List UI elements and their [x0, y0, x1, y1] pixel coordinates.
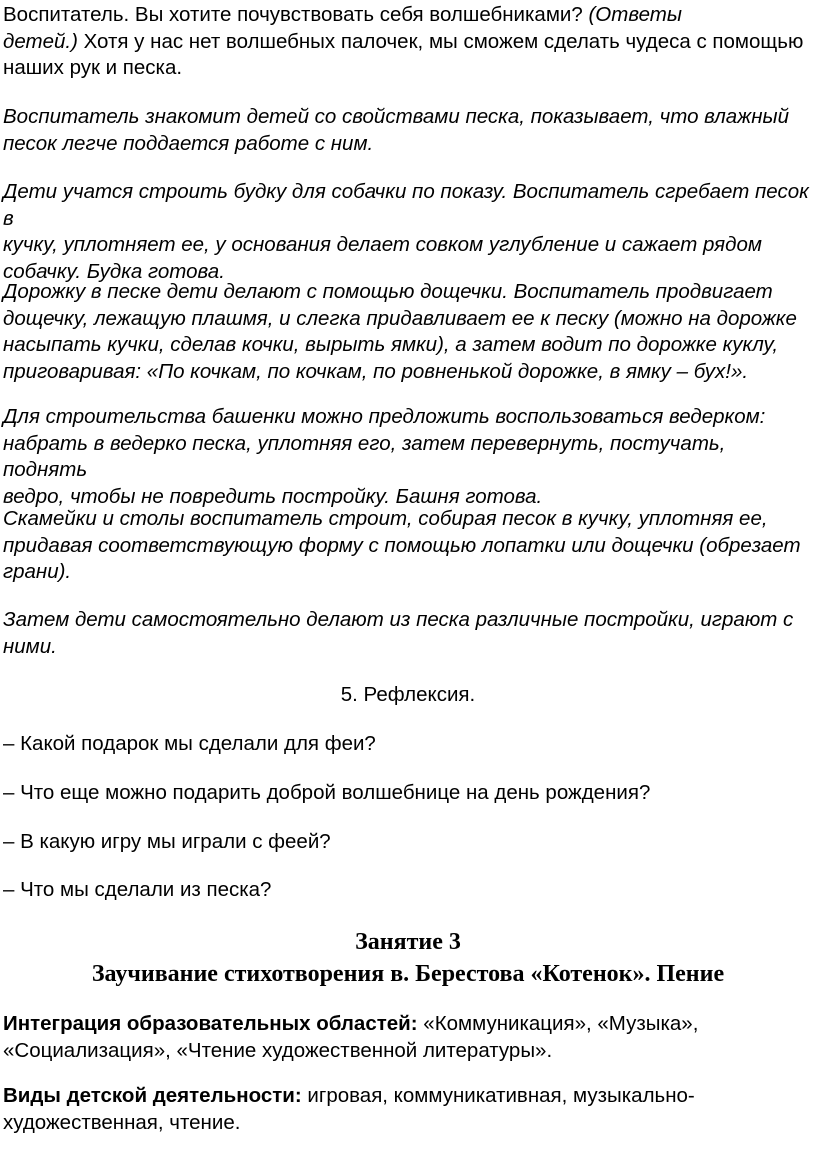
paragraph-line: Для строительства башенки можно предложить воспользоваться ведерком: [3, 405, 766, 428]
question-line: – Какой подарок мы сделали для феи? [3, 732, 376, 755]
integration-paragraph [3, 1011, 812, 1064]
intro-line-1-answer: (Ответы [588, 3, 682, 26]
italic-paragraph [3, 404, 812, 510]
paragraph-line: дощечку, лежащую плашмя, и слегка придавливает ее к песку (можно на дорожке [3, 306, 797, 330]
activities-value-2: художественная, чтение. [3, 1110, 241, 1134]
paragraph-line: придавая соответствующую форму с помощью лопатки или дощечки (обрезает [3, 533, 801, 557]
paragraph-line: Затем дети самостоятельно делают из песка различные постройки, играют с [3, 608, 794, 631]
lesson-title: Занятие 3 [355, 929, 461, 955]
paragraph-line: Дорожку в песке дети делают с помощью дощечки. Воспитатель продвигает [3, 280, 773, 303]
question-line: – Что еще можно подарить доброй волшебнице на день рождения? [3, 781, 651, 804]
paragraph-line: насыпать кучки, сделав кочки, вырыть ямки), а затем водит по дорожке куклу, [3, 333, 779, 356]
integration-line-1 [3, 1011, 812, 1038]
intro-line-2 [3, 29, 812, 56]
paragraph-line: ними. [3, 634, 57, 658]
activities-value-1: игровая, коммуникативная, музыкально- [301, 1084, 695, 1107]
italic-paragraph [3, 104, 812, 157]
paragraph-line: Скамейки и столы воспитатель строит, собирая песок в кучку, уплотняя ее, [3, 507, 768, 530]
question-line: – В какую игру мы играли с феей? [3, 830, 331, 853]
question-line: – Что мы сделали из песка? [3, 878, 272, 901]
integration-value-1: «Коммуникация», «Музыка», [417, 1012, 699, 1035]
paragraph-line: Дети учатся строить будку для собачки по показу. Воспитатель сгребает песок в [3, 180, 809, 230]
intro-line-1 [3, 2, 812, 29]
paragraph-line: грани). [3, 560, 72, 583]
activities-paragraph [3, 1083, 812, 1136]
section-label: 5. Рефлексия. [340, 683, 476, 706]
paragraph-line: приговаривая: «По кочкам, по кочкам, по ровненькой дорожке, в ямку – бух!». [3, 359, 749, 383]
paragraph-line: собачку. Будка готова. [3, 259, 225, 283]
intro-line-2-text: Хотя у нас нет волшебных палочек, мы сможем сделать чудеса с помощью [77, 29, 804, 53]
italic-paragraph [3, 607, 812, 660]
italic-paragraph [3, 506, 812, 586]
intro-line-1-text: Воспитатель. Вы хотите почувствовать себя волшебниками? [3, 3, 589, 26]
intro-line-2-answer: детей.) [3, 29, 78, 53]
paragraph-line: кучку, уплотняет ее, у основания делает совком углубление и сажает рядом [3, 233, 762, 256]
lesson-subtitle: Заучивание стихотворения в. Берестова «Котенок». Пение [91, 961, 725, 987]
intro-paragraph [3, 2, 812, 82]
integration-label: Интеграция образовательных областей: [3, 1012, 418, 1035]
paragraph-line: песок легче поддается работе с ним. [3, 131, 374, 155]
italic-paragraph [3, 279, 812, 385]
activities-line-1 [3, 1083, 812, 1110]
paragraph-line: набрать в ведерко песка, уплотняя его, затем перевернуть, постучать, поднять [3, 431, 726, 481]
integration-value-2: «Социализация», «Чтение художественной литературы». [3, 1038, 553, 1062]
intro-line-3: наших рук и песка. [3, 56, 183, 79]
paragraph-line: Воспитатель знакомит детей со свойствами песка, показывает, что влажный [3, 105, 790, 128]
italic-paragraph [3, 179, 812, 285]
paragraph-line: ведро, чтобы не повредить постройку. Башня готова. [3, 484, 543, 508]
activities-label: Виды детской деятельности: [3, 1084, 302, 1107]
